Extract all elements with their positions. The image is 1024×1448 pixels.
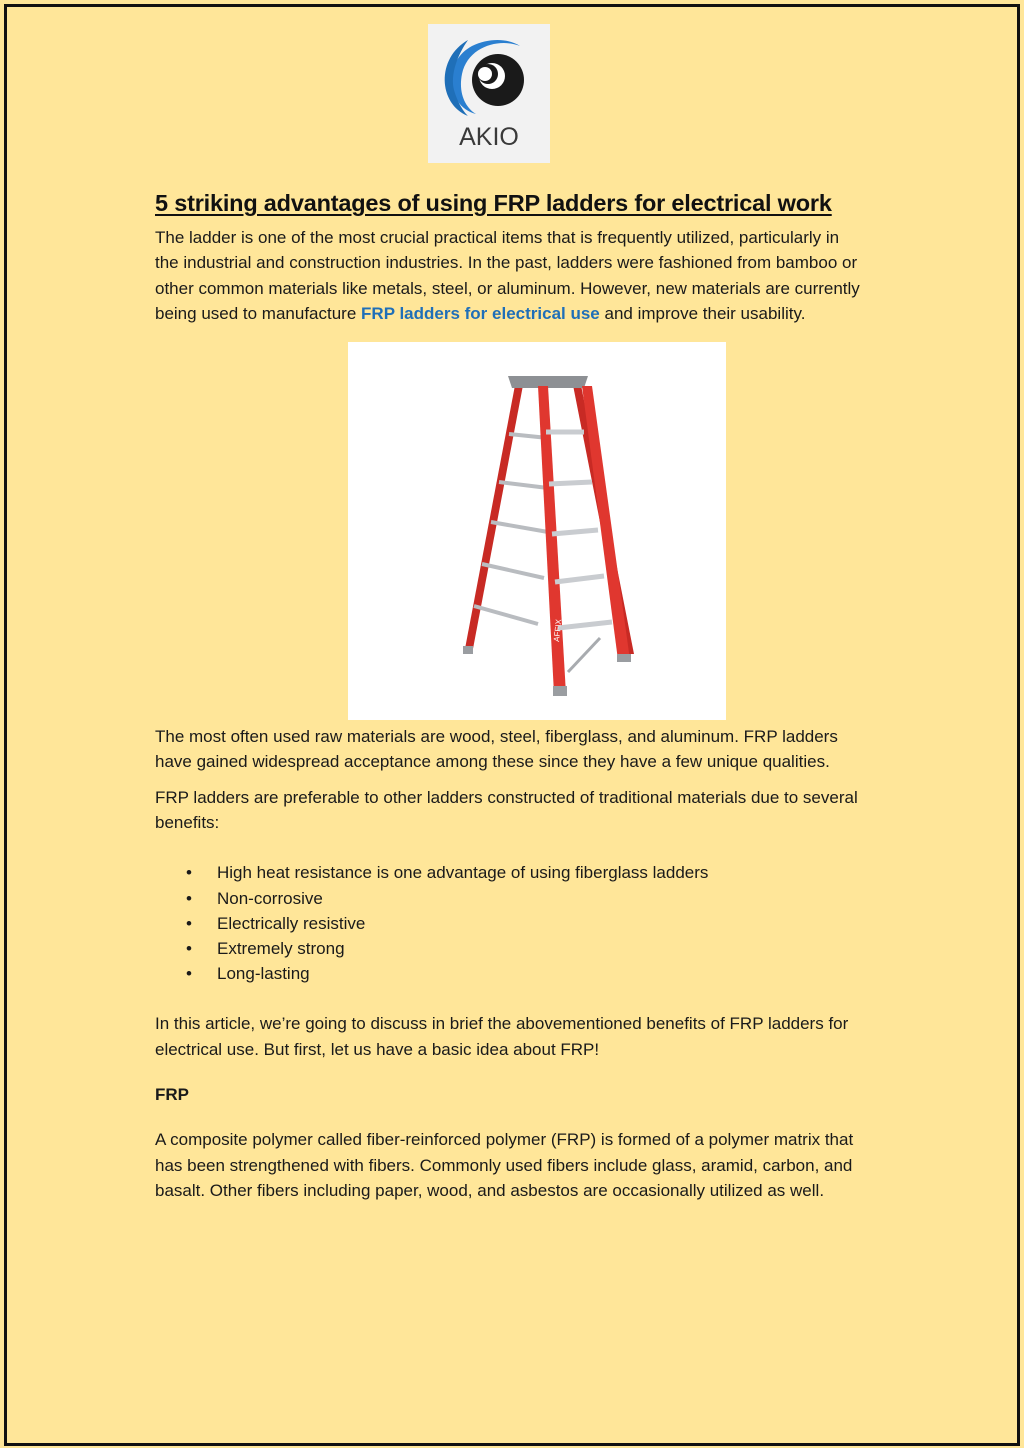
frp-paragraph: A composite polymer called fiber-reinforced polymer (FRP) is formed of a polymer matrix that has been strengthened with fibers. Commonly used fibers include glass, aramid, carbon, and basalt. Other fibers including paper, wood, and asbestos are occasionally utilized as well. (155, 1130, 854, 1200)
list-item (186, 860, 867, 885)
bullet-icon: • (186, 913, 192, 933)
frp-ladders-link[interactable]: FRP ladders for electrical use (361, 303, 600, 323)
bullet-icon: • (186, 888, 192, 908)
article (155, 190, 867, 1203)
frp-ladder-illustration (348, 342, 726, 720)
discuss-paragraph: In this article, we’re going to discuss in brief the abovementioned benefits of FRP ladders for electrical use. But first, let us have a basic idea about FRP! (155, 1014, 849, 1059)
benefit-text: Non-corrosive (217, 888, 323, 908)
list-item (186, 886, 867, 911)
list-item (186, 961, 867, 986)
akio-logo-icon (428, 24, 550, 163)
benefit-text: Extremely strong (217, 938, 345, 958)
list-item (186, 911, 867, 936)
ladder-image (348, 342, 726, 720)
benefits-intro-paragraph: FRP ladders are preferable to other ladders constructed of traditional materials due to several benefits: (155, 787, 858, 833)
benefit-text: Long-lasting (217, 964, 310, 984)
article-title: 5 striking advantages of using FRP ladders for electrical work (155, 190, 832, 216)
logo-text: AKIO (459, 123, 519, 151)
frp-heading: FRP (155, 1084, 189, 1104)
intro-text-1: The ladder is one of the most crucial practical items that is frequently utilized, particularly in the industrial and construction industries. In the past, ladders were fashioned from bamboo or other common materials like metals, steel, or aluminum. However, new materials are currently being used to manufacture (155, 228, 860, 323)
list-item (186, 936, 867, 961)
benefit-text: Electrically resistive (217, 913, 366, 933)
benefits-list (155, 860, 867, 986)
benefit-text: High heat resistance is one advantage of using fiberglass ladders (217, 863, 709, 883)
bullet-icon: • (186, 938, 192, 958)
intro-paragraph (155, 225, 867, 326)
ladder-brand-label: AFFIX (552, 618, 564, 643)
materials-paragraph: The most often used raw materials are wood, steel, fiberglass, and aluminum. FRP ladders have gained widespread acceptance among these since they have a few unique qualities. (155, 727, 838, 772)
bullet-icon: • (186, 863, 192, 883)
intro-text-2: and improve their usability. (599, 303, 806, 323)
akio-logo (428, 24, 550, 163)
bullet-icon: • (186, 964, 192, 984)
